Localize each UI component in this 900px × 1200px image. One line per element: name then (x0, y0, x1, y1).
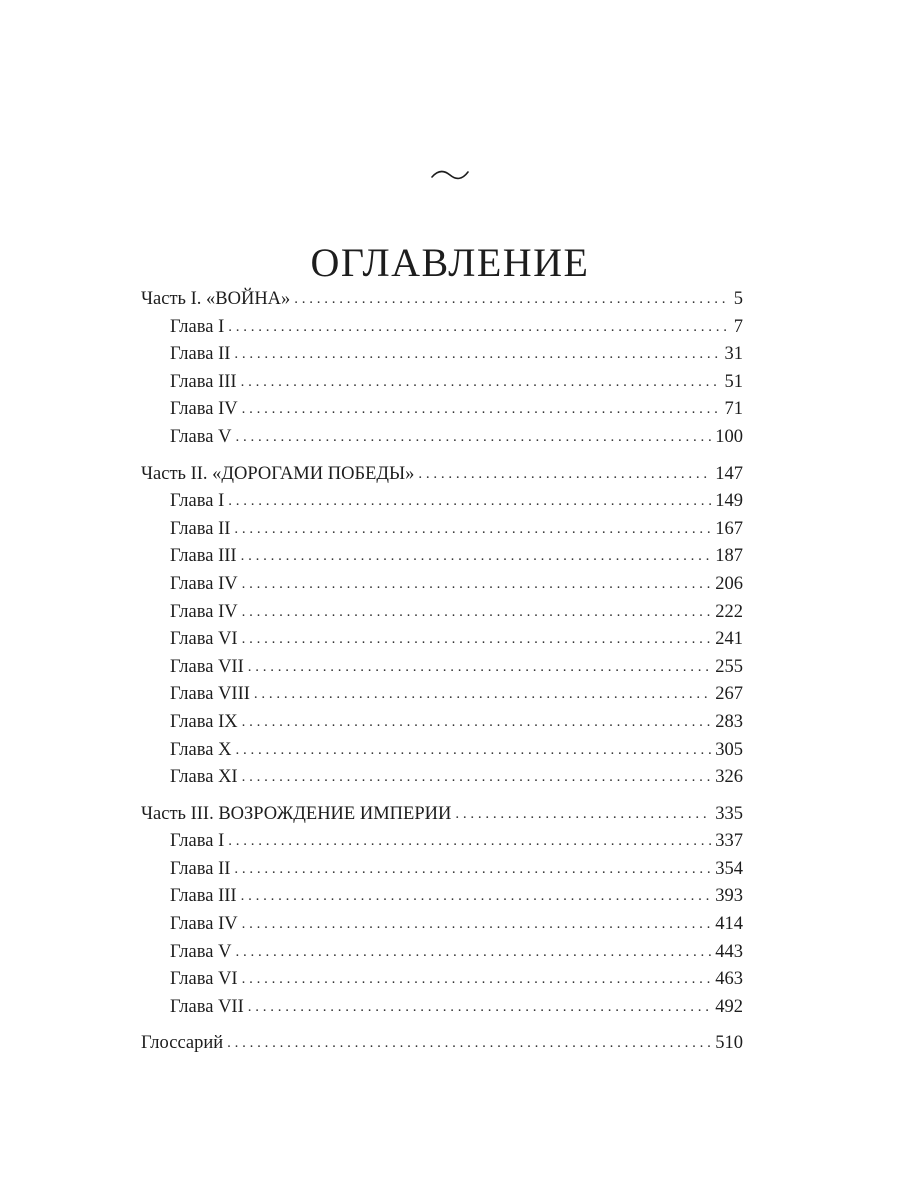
toc-page-number: 335 (715, 803, 743, 824)
dot-leader (234, 341, 720, 369)
dot-leader (242, 396, 721, 424)
dot-leader (241, 883, 712, 911)
toc-page-number: 149 (715, 491, 743, 512)
toc-entry-label: Часть II. «ДОРОГАМИ ПОБЕДЫ» (141, 463, 415, 484)
toc-entry-label: Глава VII (170, 996, 244, 1017)
toc-entry-label: Глава II (170, 344, 231, 365)
toc-entry-label: Глава IV (170, 914, 238, 935)
toc-entry-label: Глава XI (170, 767, 238, 788)
dot-leader (234, 516, 711, 544)
tilde-swash-icon (0, 168, 900, 188)
toc-chapter-entry[interactable] (141, 571, 743, 599)
toc-page-number: 326 (715, 767, 743, 788)
toc-entry-label: Глава VI (170, 629, 238, 650)
dot-leader (455, 801, 711, 829)
toc-entry-label: Глава V (170, 941, 232, 962)
toc-entry-label: Глава VIII (170, 684, 250, 705)
toc-page-number: 393 (715, 886, 743, 907)
dot-leader (227, 1030, 711, 1058)
toc-entry-label: Глава V (170, 426, 232, 447)
toc-chapter-entry[interactable] (141, 764, 743, 792)
toc-page-number: 305 (715, 739, 743, 760)
toc-page-number: 443 (715, 941, 743, 962)
dot-leader (235, 737, 711, 765)
toc-chapter-entry[interactable] (141, 856, 743, 884)
dot-leader (248, 994, 711, 1022)
toc-entry-label: Часть I. «ВОЙНА» (141, 289, 291, 309)
toc-page-number: 71 (724, 399, 743, 420)
toc-page-number: 7 (733, 316, 743, 337)
toc-entry-label: Глава IV (170, 601, 238, 622)
toc-entry-label: Глава III (170, 886, 237, 907)
toc-entry-label: Глоссарий (141, 1033, 224, 1054)
toc-page-number: 51 (724, 371, 743, 392)
dot-leader (254, 681, 711, 709)
dot-leader (294, 286, 729, 314)
toc-entry-label: Глава II (170, 858, 231, 879)
toc-entry-label: Глава I (170, 491, 225, 512)
toc-entry-label: Глава II (170, 518, 231, 539)
toc-entry-label: Глава III (170, 546, 237, 567)
toc-chapter-entry[interactable] (141, 939, 743, 967)
toc-chapter-entry[interactable] (141, 599, 743, 627)
dot-leader (242, 764, 712, 792)
toc-page-number: 267 (715, 684, 743, 705)
toc-page-number: 510 (715, 1033, 743, 1054)
dot-leader (242, 599, 712, 627)
toc-entry-label: Глава I (170, 316, 225, 337)
toc-entry-label: Глава I (170, 831, 225, 852)
toc-page-number: 255 (715, 656, 743, 677)
toc-entry-label: Глава VI (170, 969, 238, 990)
toc-entry-label: Глава X (170, 739, 232, 760)
dot-leader (234, 856, 711, 884)
toc-page-number: 31 (724, 344, 743, 365)
toc-page-number: 187 (715, 546, 743, 567)
dot-leader (242, 709, 712, 737)
toc-entry-label: Глава IX (170, 711, 238, 732)
toc-entry-label: Глава IV (170, 399, 238, 420)
toc-page-number: 492 (715, 996, 743, 1017)
toc-chapter-entry[interactable] (141, 341, 743, 369)
toc-page-number: 337 (715, 831, 743, 852)
dot-leader (242, 571, 712, 599)
toc-chapter-entry[interactable] (141, 543, 743, 571)
toc-entry-label: Глава VII (170, 656, 244, 677)
table-of-contents (141, 286, 743, 1058)
dot-leader (242, 626, 712, 654)
toc-chapter-entry[interactable] (141, 654, 743, 682)
page-title: ОГЛАВЛЕНИЕ (310, 239, 590, 285)
toc-page-number: 283 (715, 711, 743, 732)
toc-page-number: 100 (715, 426, 743, 447)
toc-page-number: 147 (715, 463, 743, 484)
toc-chapter-entry[interactable] (141, 369, 743, 397)
dot-leader (242, 966, 712, 994)
toc-chapter-entry[interactable] (141, 626, 743, 654)
dot-leader (241, 369, 721, 397)
toc-page-number: 5 (733, 289, 743, 309)
toc-part-entry[interactable] (141, 286, 743, 314)
toc-page-number: 167 (715, 518, 743, 539)
toc-chapter-entry[interactable] (141, 424, 743, 452)
toc-entry-label: Глава III (170, 371, 237, 392)
dot-leader (228, 488, 711, 516)
toc-page-number: 463 (715, 969, 743, 990)
toc-chapter-entry[interactable] (141, 737, 743, 765)
dot-leader (235, 424, 711, 452)
toc-chapter-entry[interactable] (141, 883, 743, 911)
toc-entry-label: Глава IV (170, 573, 238, 594)
toc-chapter-entry[interactable] (141, 314, 743, 342)
toc-chapter-entry[interactable] (141, 681, 743, 709)
toc-chapter-entry[interactable] (141, 994, 743, 1022)
toc-part-entry[interactable] (141, 801, 743, 829)
toc-chapter-entry[interactable] (141, 516, 743, 544)
toc-chapter-entry[interactable] (141, 911, 743, 939)
dot-leader (228, 314, 730, 342)
dot-leader (418, 461, 711, 489)
dot-leader (248, 654, 711, 682)
toc-chapter-entry[interactable] (141, 396, 743, 424)
toc-page-number: 206 (715, 573, 743, 594)
toc-page-number: 414 (715, 914, 743, 935)
toc-chapter-entry[interactable] (141, 488, 743, 516)
toc-page-number: 241 (715, 629, 743, 650)
toc-part-entry[interactable] (141, 461, 743, 489)
dot-leader (228, 828, 711, 856)
toc-chapter-entry[interactable] (141, 828, 743, 856)
toc-page-number: 354 (715, 858, 743, 879)
dot-leader (241, 543, 712, 571)
toc-entry-label: Часть III. ВОЗРОЖДЕНИЕ ИМПЕРИИ (141, 803, 452, 824)
toc-chapter-entry[interactable] (141, 709, 743, 737)
dot-leader (242, 911, 712, 939)
dot-leader (235, 939, 711, 967)
toc-page-number: 222 (715, 601, 743, 622)
toc-chapter-entry[interactable] (141, 966, 743, 994)
toc-part-entry[interactable] (141, 1030, 743, 1058)
